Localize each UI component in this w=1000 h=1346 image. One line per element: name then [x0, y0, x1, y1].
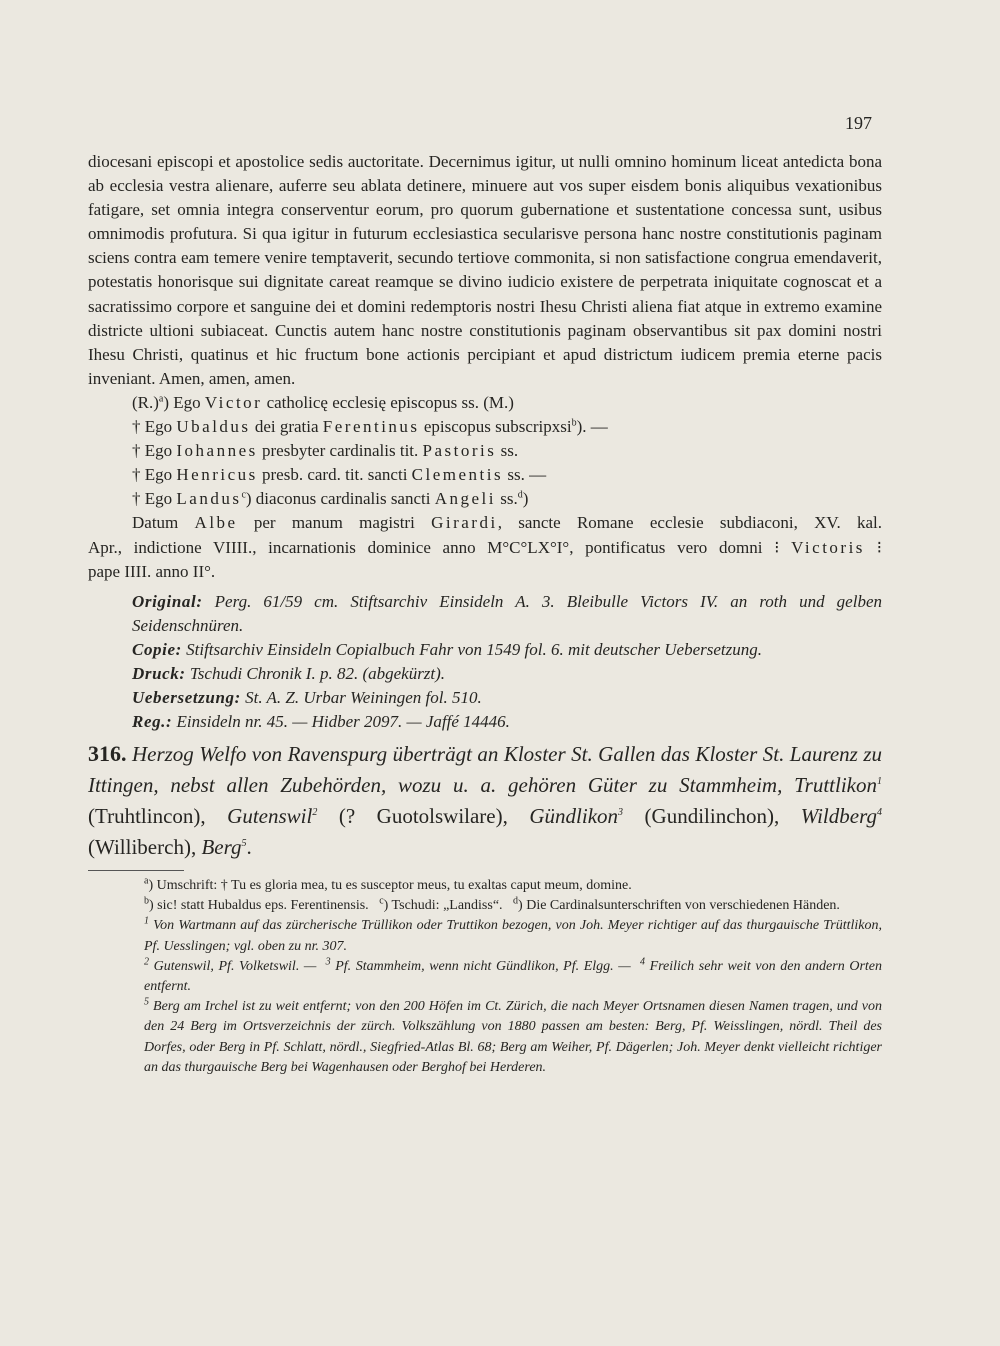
footnote-2-3-4: $^2$ Gutenswil, Pf. Volketswil. — $^3$ Pf. Stammheim, wenn nicht Gündlikon, Pf. Elgg. — $^4$ Freilich sehr weit von den andern Orten entfernt.: [144, 956, 882, 995]
footnote-b-c-d: $^b$) sic! statt Hubaldus eps. Ferentinensis. $^c$) Tschudi: „Landiss“. $^d$) Die Cardinalsunterschriften von verschiedenen Händen.: [144, 895, 840, 914]
signatory-name: Henricus: [176, 465, 258, 485]
source-original: Original: Perg. 61/59 cm. Stiftsarchiv Einsideln A. 3. Bleibulle Victors IV. an roth und gelben Seidenschnüren.: [132, 591, 882, 635]
datum-clause-end: pape IIII. anno II°.: [88, 561, 216, 581]
document-heading: 316. Herzog Welfo von Ravenspurg überträgt an Kloster St. Gallen das Kloster St. Laurenz zu Ittingen, nebst allen Zubehörden, wozu u. a. gehören Güter zu Stammheim, Truttlikon$^1$ (Truhtlincon), Gutenswil$^2$ (? Guotolswilare), Gündlikon$^3$ (Gundilinchon), Wildberg$^4$ (Williberch), Berg$^5$.: [88, 741, 882, 859]
page-number: 197: [845, 113, 872, 133]
source-uebersetzung: Uebersetzung: St. A. Z. Urbar Weiningen fol. 510.: [132, 688, 482, 708]
footnote-1: $^1$ Von Wartmann auf das zürcherische Trüllikon oder Truttikon bezogen, von Joh. Meyer richtiger auf das thurgauische Trüttlikon, Pf. Uesslingen; vgl. oben zu nr. 307.: [144, 915, 882, 954]
source-druck: Druck: Tschudi Chronik I. p. 82. (abgekürzt).: [132, 663, 446, 683]
signature-line: † Ego Iohannes presbyter cardinalis tit. Pastoris ss.: [132, 441, 519, 461]
footnote-divider: [88, 870, 184, 871]
signature-line: † Ego Henricus presb. card. tit. sancti Clementis ss. —: [132, 465, 547, 485]
signature-line: $(R.)^a$) Ego Victor catholicę ecclesię episcopus ss. (M.): [132, 392, 514, 412]
signatory-name: Iohannes: [176, 441, 258, 461]
signature-line: † Ego Ubaldus dei gratia Ferentinus episcopus subscripxsi$^b$). —: [132, 417, 608, 437]
footnotes: [88, 876, 882, 1078]
signatory-name: Ubaldus: [176, 417, 251, 437]
source-copie: Copie: Stiftsarchiv Einsideln Copialbuch Fahr von 1549 fol. 6. mit deutscher Uebersetzung.: [132, 639, 763, 659]
signature-line: † Ego Landus$^c$) diaconus cardinalis sancti Angeli ss.$^d$): [132, 489, 529, 509]
footnote-5: $^5$ Berg am Irchel ist zu weit entfernt; von den 200 Höfen im Ct. Zürich, die nach Meyer Ortsnamen diesen Namen tragen, und von den 24 Berg im Ortsverzeichnis der zürch. Volkszählung von 1880 passen am besten: Berg, Pf. Weisslingen, nördl. Theil des Dorfes, oder Berg in Pf. Schlatt, nördl., Siegfried-Atlas Bl. 68; Berg am Weiher, Pf. Dägerlen; Joh. Meyer denkt vielleicht richtiger an das thurgauische Berg bei Wagenhausen oder Berghof bei Herderen.: [144, 996, 882, 1075]
footnote-a: $^a$) Umschrift: † Tu es gloria mea, tu es susceptor meus, tu exaltas caput meum, domine.: [144, 875, 632, 893]
signatory-name: Victor: [204, 392, 263, 412]
charter-text: diocesani episcopi et apostolice sedis auctoritate. Decernimus igitur, ut nulli omnino hominum liceat antedicta bona ab ecclesia vestra alienare, auferre seu ablata detinere, minuere aut vos super eisdem bonis aliquibus vexationibus fatigare, set omnia integra conserventur eorum, pro quorum gubernatione et sustentatione concessa sunt, usibus omnimodis profutura. Si qua igitur in futurum ecclesiastica secularisve persona hanc nostre constitutionis paginam sciens contra eam temere venire temptaverit, secundo tertiove commonita, si non satisfactione congrua emendaverit, potestatis honorisque sui dignitate careat reamque se divino iudicio existere de perpetrata iniquitate cognoscat et a sacratissimo corpore et sanguine dei et domini redemptoris nostri Ihesu Christi aliena fiat atque in extremo examine districte ultioni subiaceat. Cunctis autem hanc nostre constitutionis paginam observantibus sit pax domini nostri Ihesu Christi, quatinus et hic fructum bone actionis percipiant et apud districtum iudicem premia eterne pacis inveniant. Amen, amen, amen.: [88, 152, 882, 388]
document-body: [88, 150, 882, 734]
source-regest: Reg.: Einsideln nr. 45. — Hidber 2097. — Jaffé 14446.: [132, 712, 510, 732]
document-number: 316.: [88, 741, 127, 766]
signatory-name: Landus: [176, 489, 242, 509]
datum-clause: Datum Albe per manum magistri Girardi, sancte Romane ecclesie subdiaconi, XV. kal.: [132, 513, 882, 533]
datum-clause-cont: Apr., indictione VIIII., incarnationis dominice anno M°C°LX°I°, pontificatus vero domni ⁝ Victoris ⁝: [88, 537, 883, 557]
